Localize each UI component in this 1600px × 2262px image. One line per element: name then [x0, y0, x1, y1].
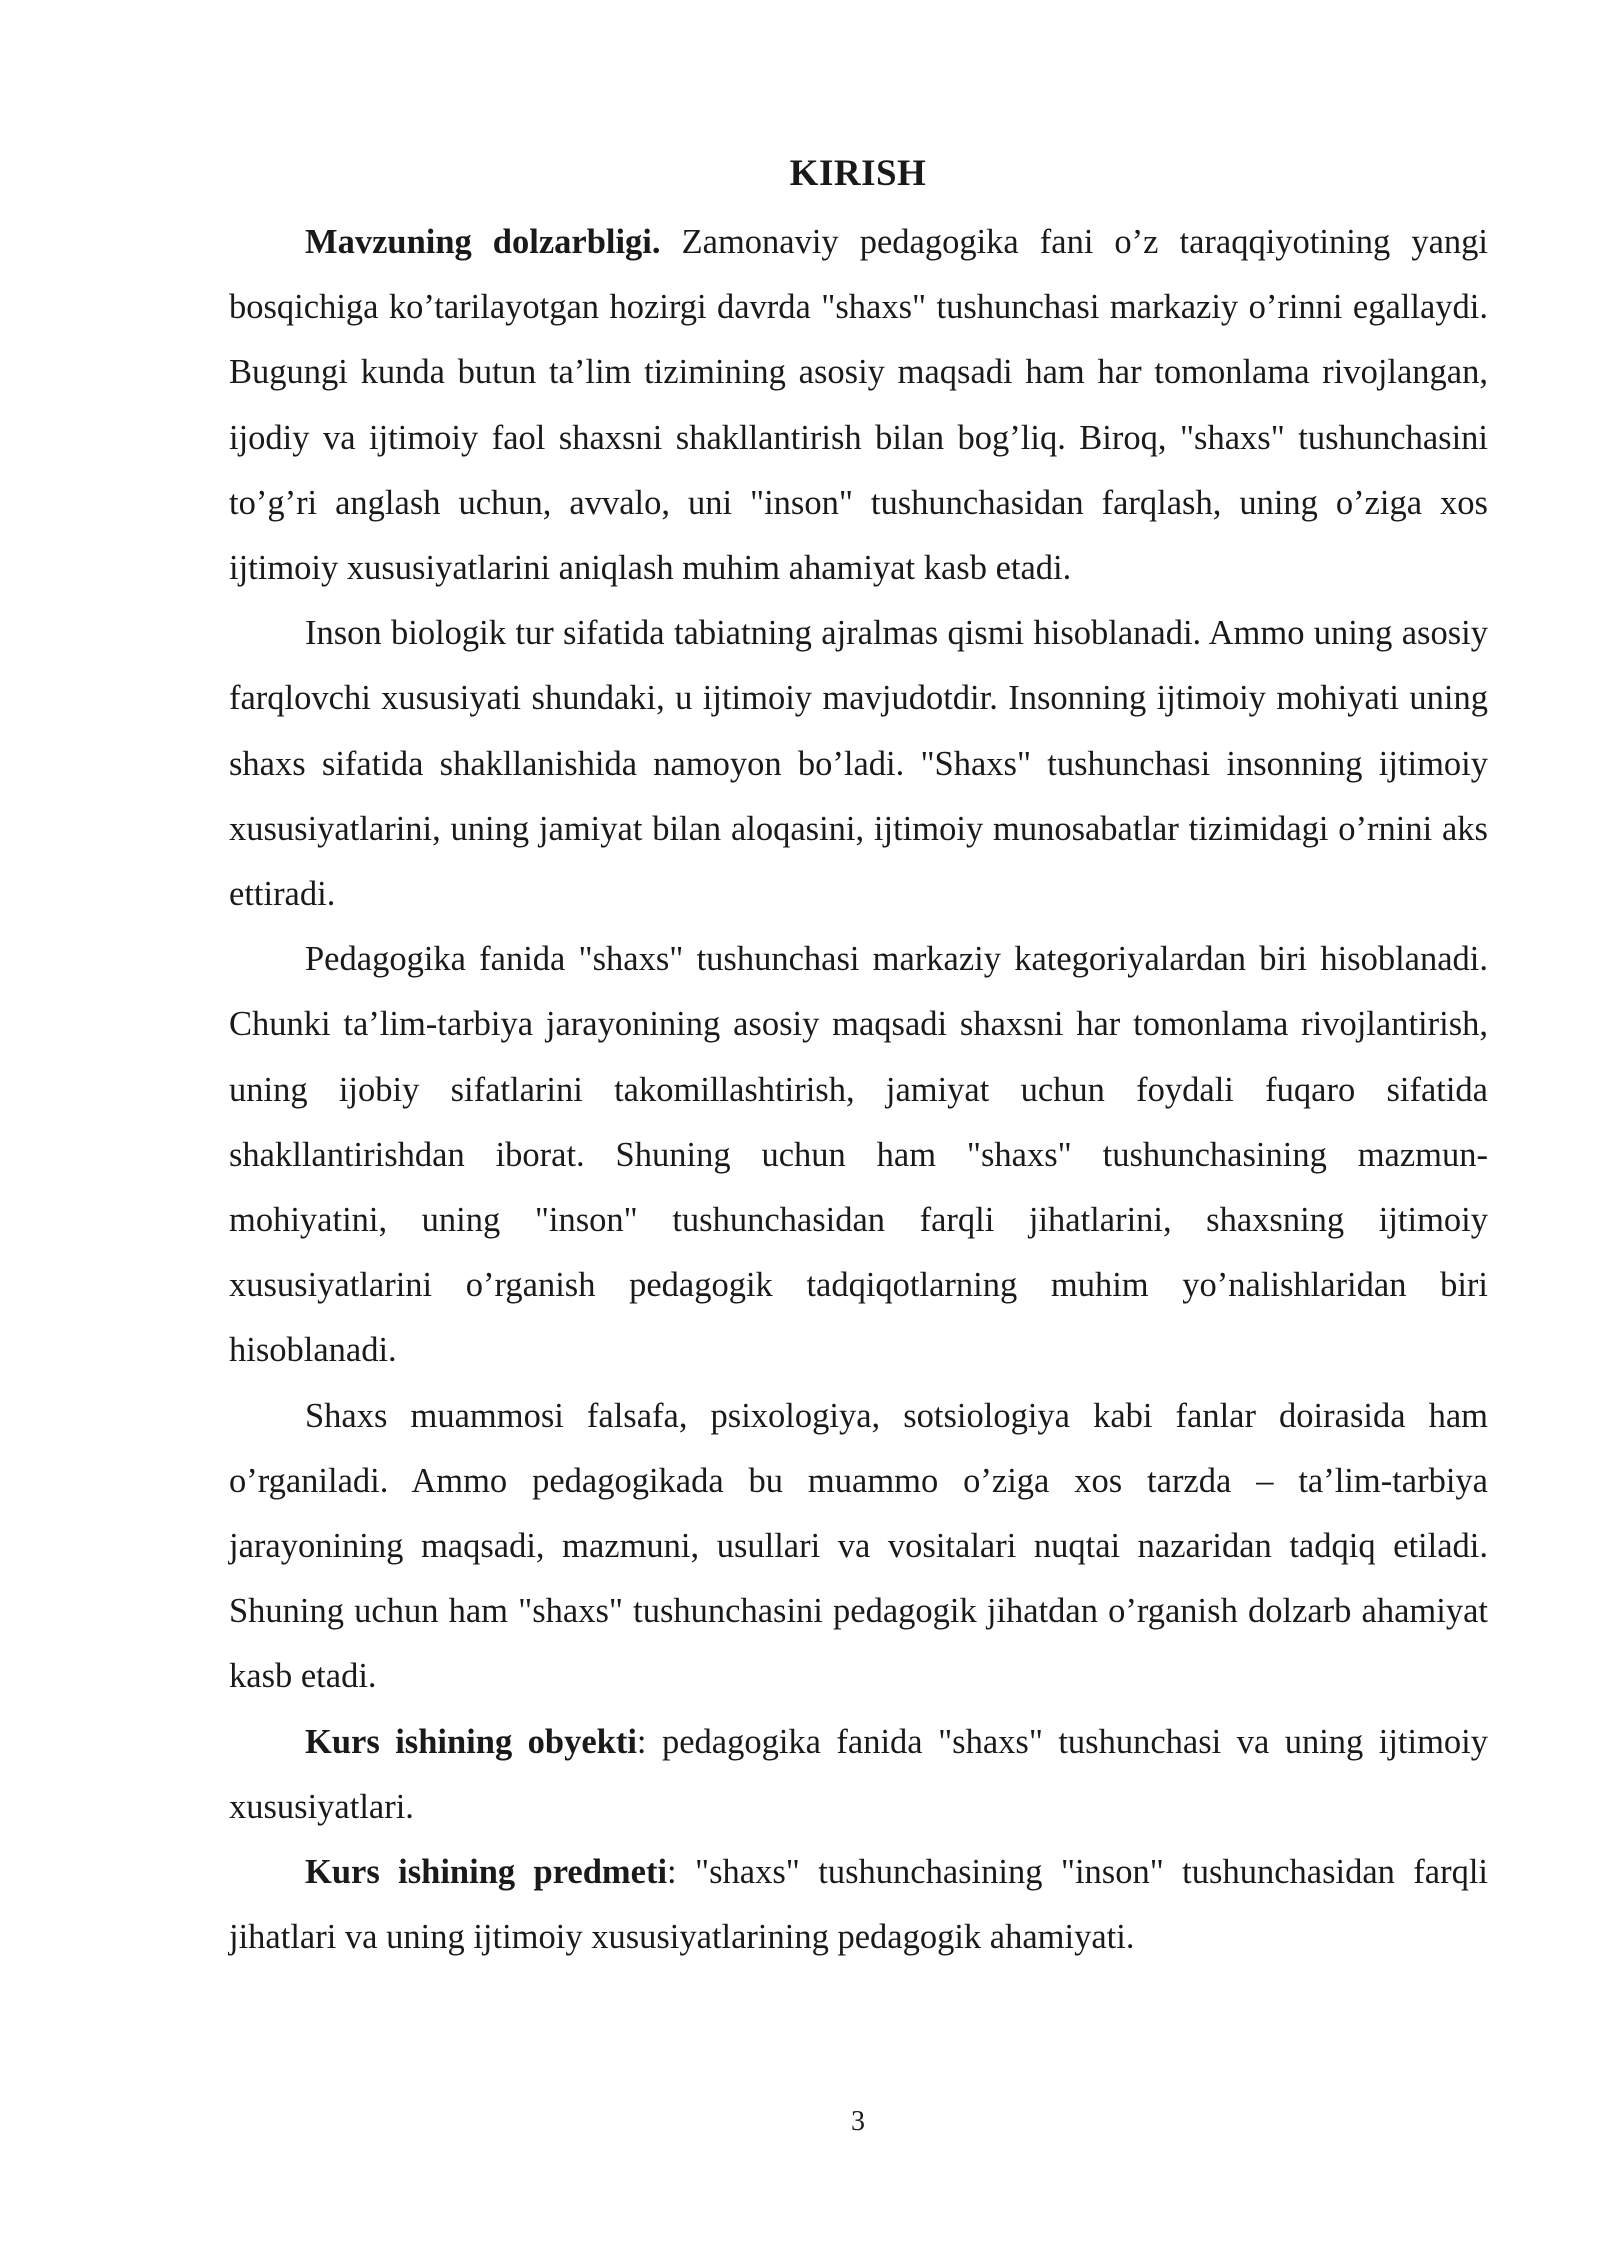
body-text [229, 210, 1488, 1970]
paragraph-lead: Mavzuning dolzarbligi. [305, 223, 661, 261]
page-number: 3 [851, 2106, 865, 2137]
paragraph-problem-scope [229, 1384, 1488, 1710]
paragraph-subject [229, 1840, 1488, 1970]
paragraph-object [229, 1710, 1488, 1840]
paragraph-pedagogy-category [229, 927, 1488, 1383]
paragraph-text: Zamonaviy pedagogika fani o’z taraqqiyotining yangi bosqichiga ko’tarilayotgan hozirgi davrda "shaxs" tushunchasi markaziy o’rinni egallaydi. Bugungi kunda butun ta’lim tizimining asosiy maqsadi ham har tomonlama rivojlangan, ijodiy va ijtimoiy faol shaxsni shakllantirish bilan bog’liq. Biroq, "shaxs" tushunchasini to’g’ri anglash uchun, avvalo, uni "inson" tushunchasidan farqlash, uning o’ziga xos ijtimoiy xususiyatlarini aniqlash muhim ahamiyat kasb etadi. [229, 223, 1488, 588]
paragraph-text: : "shaxs" tushunchasining "inson" tushunchasidan farqli jihatlari va uning ijtimoiy xususiyatlarining pedagogik ahamiyati. [229, 1853, 1488, 1957]
paragraph-human-social [229, 601, 1488, 927]
paragraph-text: : pedagogika fanida "shaxs" tushunchasi va uning ijtimoiy xususiyatlari. [229, 1722, 1488, 1826]
paragraph-text: Pedagogika fanida "shaxs" tushunchasi markaziy kategoriyalardan biri hisoblanadi. Chunki ta’lim-tarbiya jarayonining asosiy maqsadi shaxsni har tomonlama rivojlantirish, uning ijobiy sifatlarini takomillashtirish, jamiyat uchun foydali fuqaro sifatida shakllantirishdan iborat. Shuning uchun ham "shaxs" tushunchasining mazmun-mohiyatini, uning "inson" tushunchasidan farqli jihatlarini, shaxsning ijtimoiy xususiyatlarini o’rganish pedagogik tadqiqotlarning muhim yo’nalishlaridan biri hisoblanadi. [229, 940, 1488, 1370]
paragraph-lead: Kurs ishining predmeti [305, 1853, 668, 1892]
paragraph-text: Shaxs muammosi falsafa, psixologiya, sotsiologiya kabi fanlar doirasida ham o’rganiladi. Ammo pedagogikada bu muammo o’ziga xos tarzda – ta’lim-tarbiya jarayonining maqsadi, mazmuni, usullari va vositalari nuqtai nazaridan tadqiq etiladi. Shuning uchun ham "shaxs" tushunchasini pedagogik jihatdan o’rganish dolzarb ahamiyat kasb etadi. [229, 1396, 1488, 1696]
paragraph-lead: Kurs ishining obyekti [305, 1722, 637, 1761]
section-title: KIRISH [789, 153, 927, 194]
paragraph-text: Inson biologik tur sifatida tabiatning ajralmas qismi hisoblanadi. Ammo uning asosiy farqlovchi xususiyati shundaki, u ijtimoiy mavjudotdir. Insonning ijtimoiy mohiyati uning shaxs sifatida shakllanishida namoyon bo’ladi. "Shaxs" tushunchasi insonning ijtimoiy xususiyatlarini, uning jamiyat bilan aloqasini, ijtimoiy munosabatlar tizimidagi o’rnini aks ettiradi. [229, 614, 1488, 914]
paragraph-relevance [229, 210, 1488, 601]
